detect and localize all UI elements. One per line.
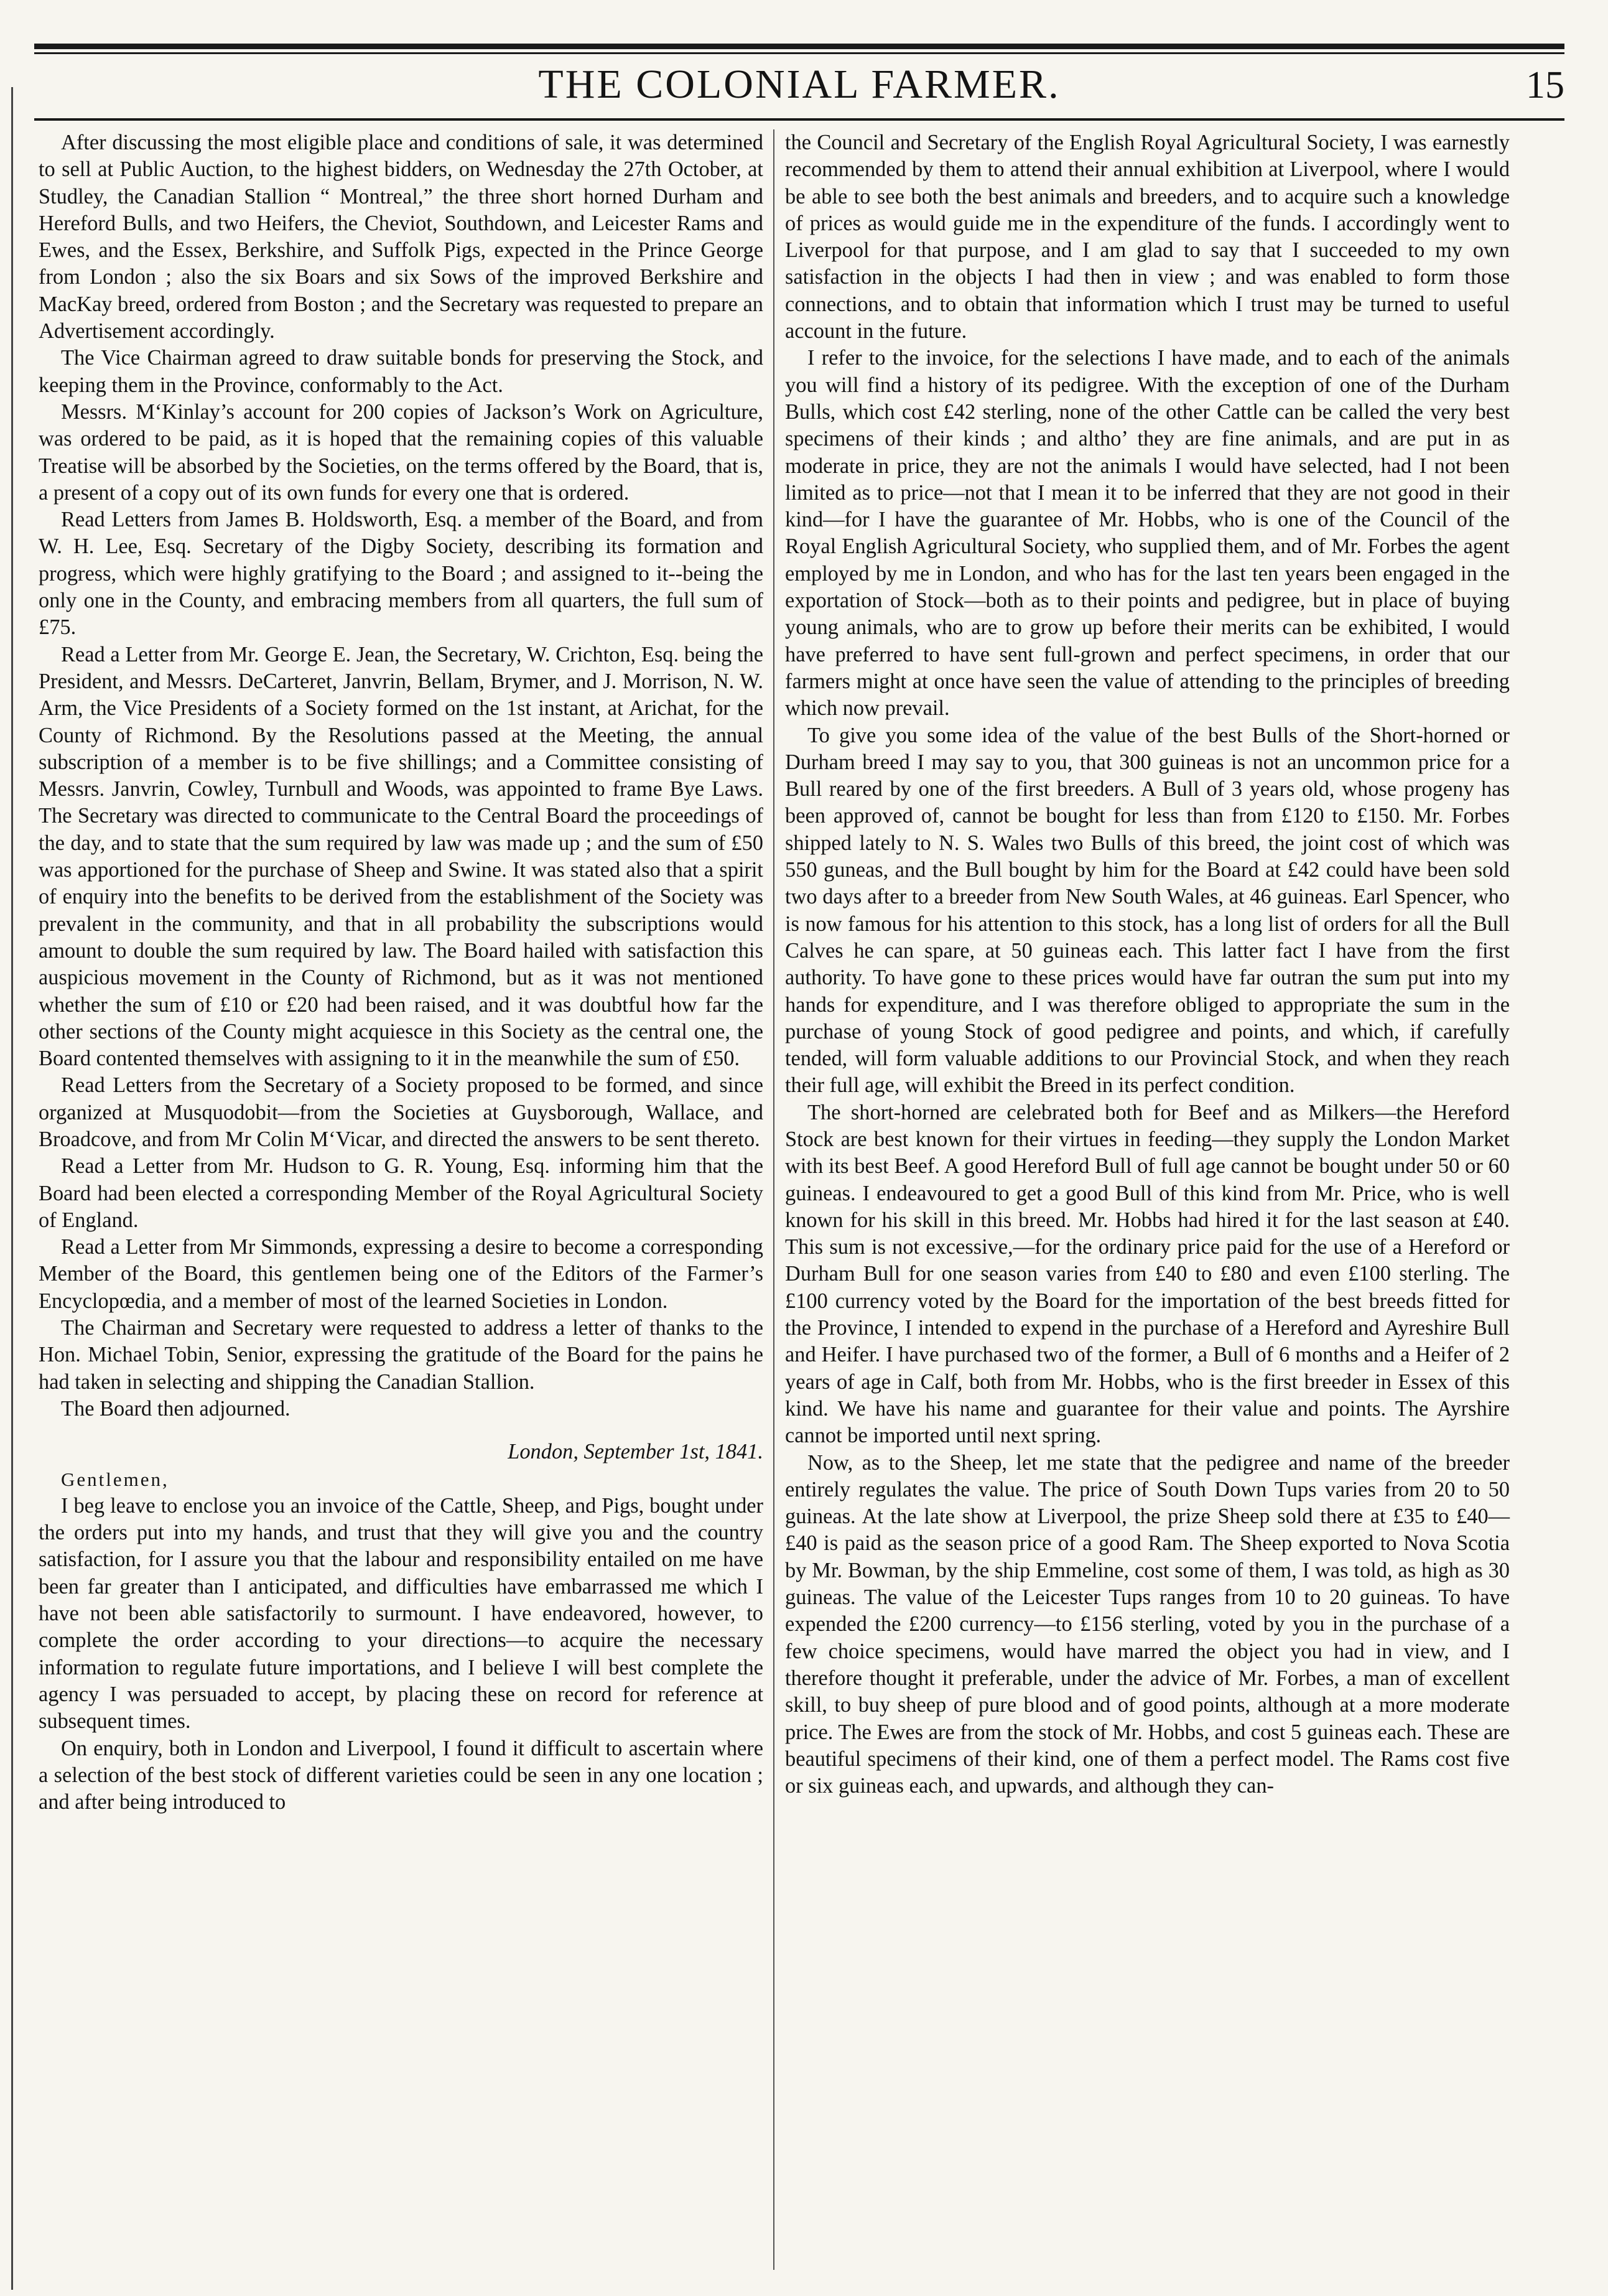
paragraph: Read a Letter from Mr. Hudson to G. R. Young, Esq. informing him that the Board had been elected a corresponding Member of the Royal Agricultural Society of England. — [39, 1154, 763, 1232]
page-number: 15 — [1526, 64, 1564, 106]
publication-title: THE COLONIAL FARMER. — [538, 62, 1061, 107]
left-column — [39, 129, 763, 1816]
paragraph: the Council and Secretary of the English Royal Agricultural Society, I was earnestly recommended by them to attend their annual exhibition at Liverpool, where I would be able to see both the best animals and breeders, and to acquire such a knowledge of prices as would guide me in the expenditure of the funds. I accordingly went to Liverpool for that purpose, and I am glad to say that I succeeded to my own satisfaction in the objects I had then in view ; and was enabled to form those connections, and to obtain that information which I trust may be turned to useful account in the future. — [785, 131, 1510, 343]
header-rule — [34, 118, 1564, 121]
paragraph: The Chairman and Secretary were requested to address a letter of thanks to the Hon. Michael Tobin, Senior, expressing the gratitude of the Board for the pains he had taken in selecting and shipping the Canadian Stallion. — [39, 1316, 763, 1394]
paragraph: The Board then adjourned. — [61, 1396, 290, 1421]
masthead — [34, 60, 1564, 117]
paragraph: I refer to the invoice, for the selections I have made, and to each of the animals you will find a history of its pedigree. With the exception of one of the Durham Bulls, which cost £42 sterling, none of the other Cattle can be called the very best specimens of their kinds ; and altho’ they are fine animals, and are put in as moderate in price, they are not the animals I would have selected, had I not been limited as to price—not that I mean it to be inferred that they are not good in their kind—for I have the guarantee of Mr. Hobbs, who is one of the Council of the Royal English Agricultural Society, who supplied them, and of Mr. Forbes the agent employed by me in London, and who has for the last ten years been engaged in the exportation of Stock—both as to their points and pedigree, but in place of buying young animals, who are to grow up before their merits can be exhibited, I would have preferred to have sent full-grown and perfect specimens, in order that our farmers might at once have seen the value of attending to the principles of breeding which now prevail. — [785, 346, 1510, 721]
paragraph: Read Letters from the Secretary of a Society proposed to be formed, and since organized at Musquodobit—from the Societies at Guysborough, Wallace, and Broadcove, and from Mr Colin M‘Vicar, and directed the answers to be sent thereto. — [39, 1073, 763, 1151]
paragraph: Read a Letter from Mr. George E. Jean, the Secretary, W. Crichton, Esq. being the President, and Messrs. DeCarteret, Janvrin, Bellam, Brymer, and J. Morrison, N. W. Arm, the Vice Presidents of a Society formed on the 1st instant, at Arichat, for the County of Richmond. By the Resolutions passed at the Meeting, the annual subscription of a member is to be five shillings; and a Committee consisting of Messrs. Janvrin, Cowley, Turnbull and Woods, was appointed to frame Bye Laws. The Secretary was directed to communicate to the Central Board the proceedings of the day, and to state that the sum required by law was made up ; and the sum of £50 was apportioned for the purchase of Sheep and Swine. It was stated also that a spirit of enquiry into the benefits to be derived from the establishment of the Society was prevalent in the community, and that in all probability the subscriptions would amount to double the sum required by law. The Board hailed with satisfaction this auspicious movement in the County of Richmond, but as it was not mentioned whether the sum of £10 or £20 had been raised, and it was doubtful how far the other sections of the County might acquiesce in this Society as the central one, the Board contented themselves with assigning to it in the meanwhile the sum of £50. — [39, 642, 763, 1071]
letter-salutation: Gentlemen, — [61, 1468, 169, 1490]
top-rule-thick — [34, 44, 1564, 49]
paragraph: The Vice Chairman agreed to draw suitable bonds for preserving the Stock, and keeping them in the Province, conformably to the Act. — [39, 346, 763, 397]
letter-paragraph: On enquiry, both in London and Liverpool, I found it difficult to ascertain where a selection of the best stock of different varieties could be seen in any one location ; and after being introduced to — [39, 1736, 763, 1814]
page-edge — [11, 87, 13, 2290]
paragraph: Messrs. M‘Kinlay’s account for 200 copies of Jackson’s Work on Agriculture, was ordered to be paid, as it is hoped that the remaining copies of this valuable Treatise will be absorbed by the Societies, on the terms offered by the Board, that is, a present of a copy out of its own funds for every one that is ordered. — [39, 399, 763, 505]
top-rule-thin — [34, 52, 1564, 54]
letter-dateline: London, September 1st, 1841. — [508, 1440, 763, 1464]
paragraph: Read Letters from James B. Holdsworth, Esq. a member of the Board, and from W. H. Lee, Esq. Secretary of the Digby Society, describing its formation and progress, which were highly gratifying to the Board ; and assigned to it--being the only one in the County, and embracing members from all quarters, the full sum of £75. — [39, 508, 763, 640]
paragraph: To give you some idea of the value of the best Bulls of the Short-horned or Durham breed I may say to you, that 300 guineas is not an uncommon price for a Bull reared by one of the first breeders. A Bull of 3 years old, whose progeny has been approved of, cannot be bought for less than from £120 to £150. Mr. Forbes shipped lately to N. S. Wales two Bulls of this breed, the joint cost of which was 550 guneas, and the Bull bought by him for the Board at £42 could have been sold two days after to a breeder from New South Wales, at 46 guineas. Earl Spencer, who is now famous for his attention to this stock, has a long list of orders for all the Bull Calves he can spare, at 50 guineas each. This latter fact I have from the first authority. To have gone to these prices would have far outran the sum put into my hands for expenditure, and I was therefore obliged to appropriate the sum in the purchase of young Stock of good pedigree and points, and which, if carefully tended, will form valuable additions to our Provincial Stock, and when they reach their full age, will exhibit the Breed in its perfect condition. — [785, 723, 1510, 1098]
column-divider — [773, 129, 774, 2270]
paragraph: The short-horned are celebrated both for Beef and as Milkers—the Hereford Stock are best known for their virtues in feeding—they supply the London Market with its best Beef. A good Hereford Bull of full age cannot be bought under 50 or 60 guineas. I endeavoured to get a good Bull of this kind from Mr. Price, who is well known for his skill in this breed. Mr. Hobbs had hired it for the last season at £40. This sum is not excessive,—for the ordinary price paid for the use of a Hereford or Durham Bull for one season varies from £40 to £80 and even £100 sterling. The £100 currency voted by the Board for the importation of the best breeds fitted for the Province, I intended to expend in the purchase of a Hereford and Ayreshire Bull and Heifer. I have purchased two of the former, a Bull of 6 months and a Heifer of 2 years of age in Calf, both from Mr. Hobbs, who is the first breeder in Essex of this kind. We have his name and guarantee for their value and points. The Ayrshire cannot be imported until next spring. — [785, 1100, 1510, 1448]
paragraph: Read a Letter from Mr Simmonds, expressing a desire to become a corresponding Member of the Board, this gentlemen being one of the Editors of the Farmer’s Encyclopœdia, and a member of most of the learned Societies in London. — [39, 1235, 763, 1313]
paragraph: Now, as to the Sheep, let me state that the pedigree and name of the breeder entirely regulates the value. The price of South Down Tups varies from 20 to 50 guineas. At the late show at Liverpool, the prize Sheep sold there at £35 to £40—£40 is paid as the season price of a good Ram. The Sheep exported to Nova Scotia by Mr. Bowman, by the ship Emmeline, cost some of them, I was told, as high as 30 guineas. The value of the Leicester Tups ranges from 10 to 20 guineas. To have expended the £200 currency—to £156 sterling, voted by you in the purchase of a few choice specimens, would have marred the object you had in view, and I therefore thought it preferable, under the advice of Mr. Forbes, a man of excellent skill, to buy sheep of pure blood and of good points, although at a more moderate price. The Ewes are from the stock of Mr. Hobbs, and cost 5 guineas each. These are beautiful specimens of their kind, one of them a perfect model. The Rams cost five or six guineas each, and upwards, and although they can- — [785, 1450, 1510, 1798]
letter-paragraph: I beg leave to enclose you an invoice of the Cattle, Sheep, and Pigs, bought under the orders put into my hands, and trust that they will give you and the country satisfaction, for I assure you that the labour and responsibility entailed on me have been far greater than I anticipated, and difficulties have embarrassed me which I have not been able satisfactorily to surmount. I have endeavored, however, to complete the order according to your directions—to acquire the necessary information to regulate future importations, and I believe I will best complete the agency I was persuaded to accept, by placing these on record for reference at subsequent times. — [39, 1493, 763, 1734]
right-column — [785, 129, 1510, 1799]
paragraph: After discussing the most eligible place and conditions of sale, it was determined to sell at Public Auction, to the highest bidders, on Wednesday the 27th October, at Studley, the Canadian Stallion “ Montreal,” the three short horned Durham and Hereford Bulls, and two Heifers, the Cheviot, Southdown, and Leicester Rams and Ewes, and the Essex, Berkshire, and Suffolk Pigs, expected in the Prince George from London ; also the six Boars and six Sows of the improved Berkshire and MacKay breed, ordered from Boston ; and the Secretary was requested to prepare an Advertisement accordingly. — [39, 131, 763, 343]
